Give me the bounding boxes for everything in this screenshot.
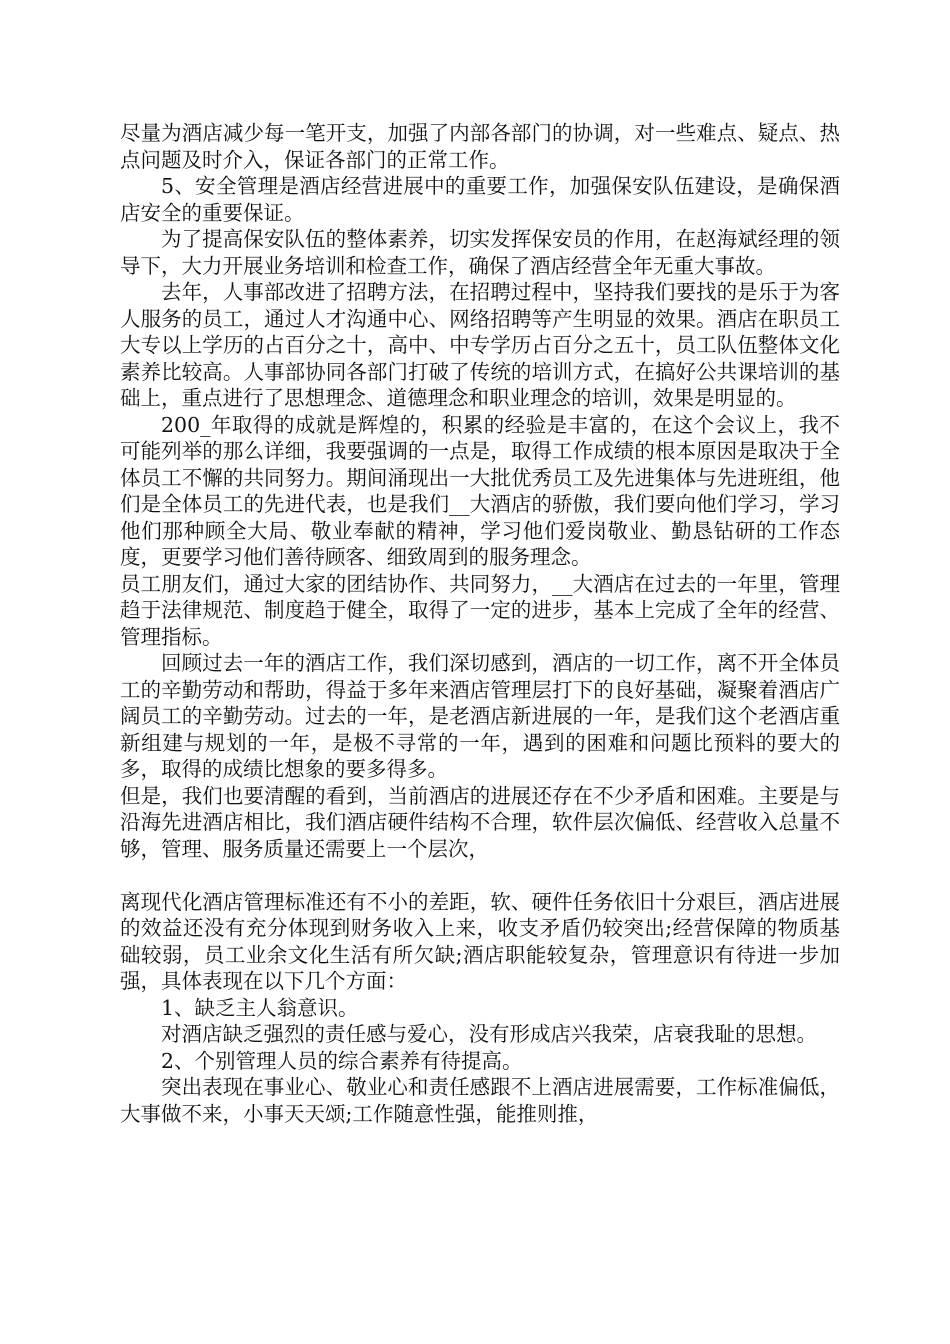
- paragraph-7: 回顾过去一年的酒店工作，我们深切感到，酒店的一切工作，离不开全体员工的辛勤劳动和帮助，得益于多年来酒店管理层打下的良好基础，凝聚着酒店广阔员工的辛勤劳动。过去的一年，是老酒店新进展的一年，是我们这个老酒店重新组建与规划的一年，是极不寻常的一年，遇到的困难和问题比预料的要大的多，取得的成绩比想象的要多得多。: [120, 651, 840, 781]
- paragraph-3: 为了提高保安队伍的整体素养，切实发挥保安员的作用，在赵海斌经理的领导下，大力开展业务培训和检查工作，确保了酒店经营全年无重大事故。: [120, 227, 840, 278]
- paragraph-9: 离现代化酒店管理标准还有不小的差距，软、硬件任务依旧十分艰巨，酒店进展的效益还没有充分体现到财务收入上来，收支矛盾仍较突出;经营保障的物质基础较弱，员工业余文化生活有所欠缺;酒店职能较复杂，管理意识有待进一步加强，具体表现在以下几个方面：: [120, 889, 840, 993]
- document-body: [120, 120, 840, 1127]
- paragraph-8: 但是，我们也要清醒的看到，当前酒店的进展还存在不少矛盾和困难。主要是与沿海先进酒店相比，我们酒店硬件结构不合理，软件层次偏低、经营收入总量不够，管理、服务质量还需要上一个层次，: [120, 783, 840, 861]
- paragraph-5: 200_年取得的成就是辉煌的，积累的经验是丰富的，在这个会议上，我不可能列举的那么详细，我要强调的一点是，取得工作成绩的根本原因是取决于全体员工不懈的共同努力。期间涌现出一大批优秀员工及先进集体与先进班组，他们是全体员工的先进代表，也是我们__大酒店的骄傲，我们要向他们学习，学习他们那种顾全大局、敬业奉献的精神，学习他们爱岗敬业、勤恳钻研的工作态度，更要学习他们善待顾客、细致周到的服务理念。: [120, 412, 840, 569]
- paragraph-4: 去年，人事部改进了招聘方法，在招聘过程中，坚持我们要找的是乐于为客人服务的员工，通过人才沟通中心、网络招聘等产生明显的效果。酒店在职员工大专以上学历的占百分之十，高中、中专学历占百分之五十，员工队伍整体文化素养比较高。人事部协同各部门打破了传统的培训方式，在搞好公共课培训的基础上，重点进行了思想理念、道德理念和职业理念的培训，效果是明显的。: [120, 280, 840, 410]
- paragraph-11: 对酒店缺乏强烈的责任感与爱心，没有形成店兴我荣，店衰我耻的思想。: [161, 1022, 817, 1046]
- paragraph-12: 2、个别管理人员的综合素养有待提高。: [161, 1048, 523, 1073]
- paragraph-10: 1、缺乏主人翁意识。: [161, 995, 359, 1020]
- paragraph-2: 5、安全管理是酒店经营进展中的重要工作，加强保安队伍建设，是确保酒店安全的重要保证。: [120, 174, 840, 225]
- paragraph-6: 员工朋友们，通过大家的团结协作、共同努力，__大酒店在过去的一年里，管理趋于法律规范、制度趋于健全，取得了一定的进步，基本上完成了全年的经营、管理指标。: [120, 571, 840, 649]
- paragraph-1: 尽量为酒店减少每一笔开支，加强了内部各部门的协调，对一些难点、疑点、热点问题及时介入，保证各部门的正常工作。: [120, 121, 840, 172]
- paragraph-13: 突出表现在事业心、敬业心和责任感跟不上酒店进展需要，工作标准偏低，大事做不来，小事天天颂;工作随意性强，能推则推，: [120, 1075, 840, 1126]
